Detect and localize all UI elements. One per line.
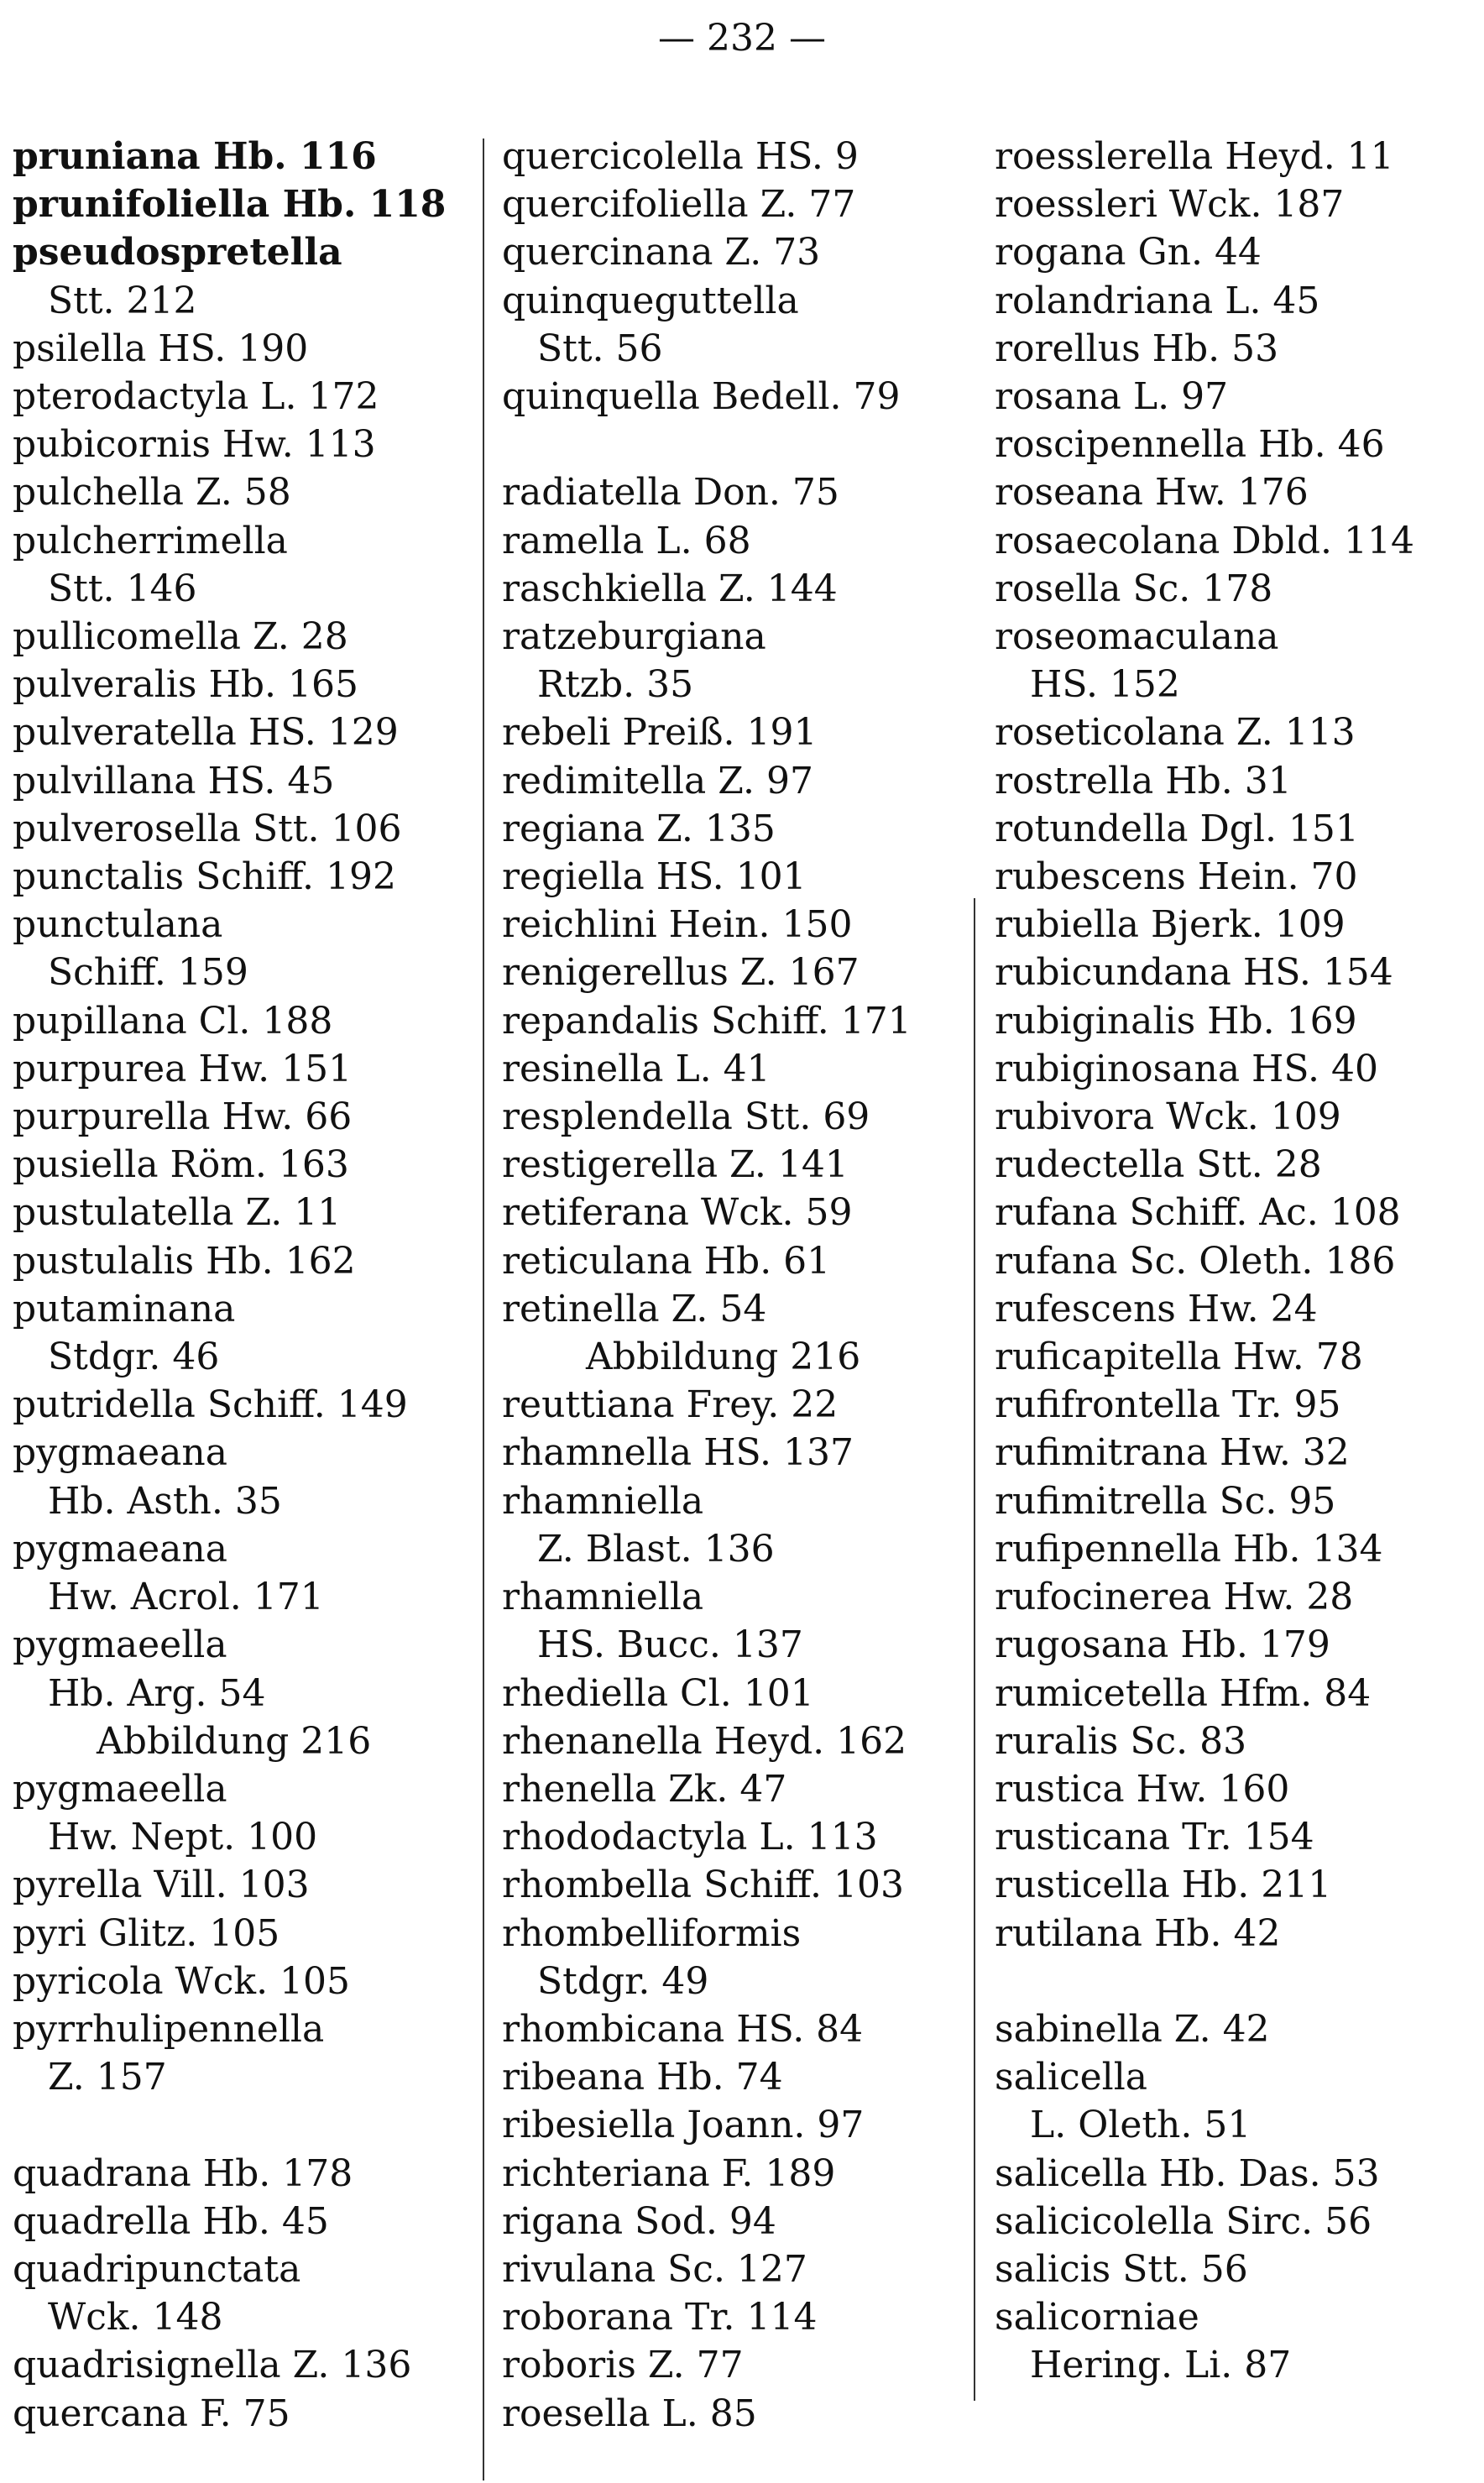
index-entry: quercicolella HS. 9 xyxy=(502,135,859,178)
index-entry: salicella Hb. Das. 53 xyxy=(995,2151,1380,2195)
index-entry: Stt. 56 xyxy=(537,327,663,370)
index-entry: roseana Hw. 176 xyxy=(995,471,1309,515)
index-entry: richteriana F. 189 xyxy=(502,2151,836,2195)
index-entry: rosaecolana Dbld. 114 xyxy=(995,519,1415,562)
index-entry: rhamniella xyxy=(502,1479,704,1523)
index-entry: pyrella Vill. 103 xyxy=(13,1864,310,1907)
index-entry: HS. 152 xyxy=(1030,663,1180,707)
index-entry: repandalis Schiff. 171 xyxy=(502,999,912,1043)
index-entry: roesslerella Heyd. 11 xyxy=(995,135,1394,178)
index-entry: HS. Bucc. 137 xyxy=(537,1623,803,1667)
index-entry: rubiginosana HS. 40 xyxy=(995,1047,1378,1090)
index-entry: rosella Sc. 178 xyxy=(995,567,1273,610)
index-entry: pseudospretella xyxy=(13,231,342,274)
page-number: — 232 — xyxy=(658,17,826,60)
index-entry: pygmaeella xyxy=(13,1623,227,1667)
index-entry: Rtzb. 35 xyxy=(537,663,694,707)
index-entry: ribesiella Joann. 97 xyxy=(502,2104,865,2147)
index-entry: pyri Glitz. 105 xyxy=(13,1911,280,1955)
index-entry: pygmaeana xyxy=(13,1431,227,1475)
index-entry: pulcherrimella xyxy=(13,519,288,562)
index-entry: Hering. Li. 87 xyxy=(1030,2344,1292,2387)
index-entry: roseomaculana xyxy=(995,615,1279,659)
index-entry: quadrisignella Z. 136 xyxy=(13,2344,412,2387)
index-entry: ruficapitella Hw. 78 xyxy=(995,1336,1363,1379)
index-entry: rhamniella xyxy=(502,1576,704,1619)
index-entry: resplendella Stt. 69 xyxy=(502,1095,870,1139)
index-entry: Schiff. 159 xyxy=(48,951,248,995)
index-entry: radiatella Don. 75 xyxy=(502,471,839,515)
index-entry: rosana L. 97 xyxy=(995,375,1229,419)
index-entry: salicorniae xyxy=(995,2296,1199,2339)
index-entry: reticulana Hb. 61 xyxy=(502,1239,831,1283)
index-entry: Z. Blast. 136 xyxy=(537,1527,775,1571)
index-entry: prunifoliella Hb. 118 xyxy=(13,183,447,227)
index-entry: Abbildung 216 xyxy=(97,1719,372,1763)
index-entry: sabinella Z. 42 xyxy=(995,2007,1270,2051)
index-entry: Wck. 148 xyxy=(48,2296,223,2339)
index-entry: Hb. Asth. 35 xyxy=(48,1479,282,1523)
index-entry: Hb. Arg. 54 xyxy=(48,1671,266,1715)
column-rule xyxy=(483,139,484,2480)
index-entry: rivulana Sc. 127 xyxy=(502,2247,807,2291)
index-entry: rufana Schiff. Ac. 108 xyxy=(995,1191,1401,1235)
index-entry: rhombicana HS. 84 xyxy=(502,2007,864,2051)
index-entry: rufimitrella Sc. 95 xyxy=(995,1479,1336,1523)
index-entry: rubescens Hein. 70 xyxy=(995,855,1358,899)
index-entry: roseticolana Z. 113 xyxy=(995,711,1356,755)
index-entry: ribeana Hb. 74 xyxy=(502,2056,783,2099)
index-entry: rhombella Schiff. 103 xyxy=(502,1864,904,1907)
index-column-2 xyxy=(502,133,965,2438)
index-entry: raschkiella Z. 144 xyxy=(502,567,838,610)
index-entry: retiferana Wck. 59 xyxy=(502,1191,853,1235)
index-entry: pullicomella Z. 28 xyxy=(13,615,348,659)
index-entry: pygmaeana xyxy=(13,1527,227,1571)
index-entry: regiana Z. 135 xyxy=(502,807,776,850)
index-entry: resinella L. 41 xyxy=(502,1047,771,1090)
index-entry: purpurella Hw. 66 xyxy=(13,1095,353,1139)
index-entry: roessleri Wck. 187 xyxy=(995,183,1345,227)
index-entry: rustica Hw. 160 xyxy=(995,1767,1290,1811)
section-gap xyxy=(995,1958,1477,2005)
index-column-1 xyxy=(13,133,483,2438)
index-entry: punctulana xyxy=(13,903,223,947)
index-entry: pustulalis Hb. 162 xyxy=(13,1239,356,1283)
index-entry: pusiella Röm. 163 xyxy=(13,1143,349,1187)
index-entry: rebeli Preiß. 191 xyxy=(502,711,818,755)
index-entry: rufocinerea Hw. 28 xyxy=(995,1576,1354,1619)
index-column-3 xyxy=(995,133,1477,2390)
index-entry: restigerella Z. 141 xyxy=(502,1143,849,1187)
index-entry: ratzeburgiana xyxy=(502,615,766,659)
index-entry: Stt. 146 xyxy=(48,567,197,610)
index-entry: quercana F. 75 xyxy=(13,2392,290,2435)
index-entry: quinquella Bedell. 79 xyxy=(502,375,901,419)
index-entry: rubiginalis Hb. 169 xyxy=(995,999,1357,1043)
index-entry: rolandriana L. 45 xyxy=(995,279,1320,322)
index-entry: L. Oleth. 51 xyxy=(1030,2104,1251,2147)
index-entry: quadrella Hb. 45 xyxy=(13,2199,329,2243)
index-entry: redimitella Z. 97 xyxy=(502,759,813,802)
index-entry: quadrana Hb. 178 xyxy=(13,2151,353,2195)
index-entry: purpurea Hw. 151 xyxy=(13,1047,353,1090)
index-entry: roscipennella Hb. 46 xyxy=(995,423,1385,467)
index-entry: retinella Z. 54 xyxy=(502,1287,767,1330)
index-entry: putridella Schiff. 149 xyxy=(13,1383,408,1427)
index-entry: Abbildung 216 xyxy=(586,1336,861,1379)
index-entry: pterodactyla L. 172 xyxy=(13,375,379,419)
index-entry: roboris Z. 77 xyxy=(502,2344,744,2387)
index-entry: rotundella Dgl. 151 xyxy=(995,807,1359,850)
index-entry: rhamnella HS. 137 xyxy=(502,1431,854,1475)
index-entry: rhediella Cl. 101 xyxy=(502,1671,814,1715)
index-entry: pulveralis Hb. 165 xyxy=(13,663,358,707)
index-entry: rufescens Hw. 24 xyxy=(995,1287,1318,1330)
index-entry: pustulatella Z. 11 xyxy=(13,1191,342,1235)
index-entry: Stdgr. 49 xyxy=(537,1959,709,2003)
index-entry: pyricola Wck. 105 xyxy=(13,1959,351,2003)
index-entry: ruralis Sc. 83 xyxy=(995,1719,1247,1763)
section-gap xyxy=(502,421,965,468)
index-entry: putaminana xyxy=(13,1287,236,1330)
index-entry: rufipennella Hb. 134 xyxy=(995,1527,1383,1571)
index-entry: salicis Stt. 56 xyxy=(995,2247,1248,2291)
index-entry: rostrella Hb. 31 xyxy=(995,759,1292,802)
index-entry: quercifoliella Z. 77 xyxy=(502,183,856,227)
index-entry: Stdgr. 46 xyxy=(48,1336,220,1379)
index-entry: rusticella Hb. 211 xyxy=(995,1864,1332,1907)
index-entry: rogana Gn. 44 xyxy=(995,231,1262,274)
index-entry: quercinana Z. 73 xyxy=(502,231,821,274)
section-gap xyxy=(13,2101,483,2149)
index-entry: rufana Sc. Oleth. 186 xyxy=(995,1239,1396,1283)
index-entry: roesella L. 85 xyxy=(502,2392,757,2435)
index-entry: Stt. 212 xyxy=(48,279,197,322)
index-entry: rhododactyla L. 113 xyxy=(502,1816,878,1859)
index-entry: salicicolella Sirc. 56 xyxy=(995,2199,1372,2243)
index-entry: rubivora Wck. 109 xyxy=(995,1095,1341,1139)
index-entry: pulchella Z. 58 xyxy=(13,471,291,515)
index-entry: pupillana Cl. 188 xyxy=(13,999,333,1043)
index-entry: pyrrhulipennella xyxy=(13,2007,325,2051)
index-entry: rumicetella Hfm. 84 xyxy=(995,1671,1372,1715)
index-entry: roborana Tr. 114 xyxy=(502,2296,818,2339)
index-entry: reuttiana Frey. 22 xyxy=(502,1383,839,1427)
index-entry: pubicornis Hw. 113 xyxy=(13,423,376,467)
index-entry: Hw. Nept. 100 xyxy=(48,1816,318,1859)
index-entry: reichlini Hein. 150 xyxy=(502,903,853,947)
index-entry: quadripunctata xyxy=(13,2247,301,2291)
index-entry: pygmaeella xyxy=(13,1767,227,1811)
index-entry: rorellus Hb. 53 xyxy=(995,327,1279,370)
index-entry: rudectella Stt. 28 xyxy=(995,1143,1322,1187)
index-entry: salicella xyxy=(995,2056,1148,2099)
index-entry: punctalis Schiff. 192 xyxy=(13,855,396,899)
index-entry: rigana Sod. 94 xyxy=(502,2199,776,2243)
index-entry: pruniana Hb. 116 xyxy=(13,135,377,178)
column-rule xyxy=(974,898,975,2401)
index-entry: rubicundana HS. 154 xyxy=(995,951,1393,995)
index-entry: Z. 157 xyxy=(48,2056,167,2099)
index-entry: rubiella Bjerk. 109 xyxy=(995,903,1346,947)
index-entry: Hw. Acrol. 171 xyxy=(48,1576,324,1619)
index-entry: rusticana Tr. 154 xyxy=(995,1816,1314,1859)
index-entry: rufimitrana Hw. 32 xyxy=(995,1431,1350,1475)
index-entry: rutilana Hb. 42 xyxy=(995,1911,1281,1955)
index-entry: rhenella Zk. 47 xyxy=(502,1767,787,1811)
index-entry: pulverosella Stt. 106 xyxy=(13,807,402,850)
index-entry: quinqueguttella xyxy=(502,279,799,322)
index-entry: regiella HS. 101 xyxy=(502,855,807,899)
index-entry: pulveratella HS. 129 xyxy=(13,711,399,755)
index-entry: pulvillana HS. 45 xyxy=(13,759,335,802)
index-entry: rhombelliformis xyxy=(502,1911,802,1955)
index-entry: renigerellus Z. 167 xyxy=(502,951,860,995)
index-entry: rugosana Hb. 179 xyxy=(995,1623,1330,1667)
index-entry: rhenanella Heyd. 162 xyxy=(502,1719,907,1763)
index-entry: ramella L. 68 xyxy=(502,519,751,562)
index-entry: psilella HS. 190 xyxy=(13,327,309,370)
index-entry: rufifrontella Tr. 95 xyxy=(995,1383,1341,1427)
